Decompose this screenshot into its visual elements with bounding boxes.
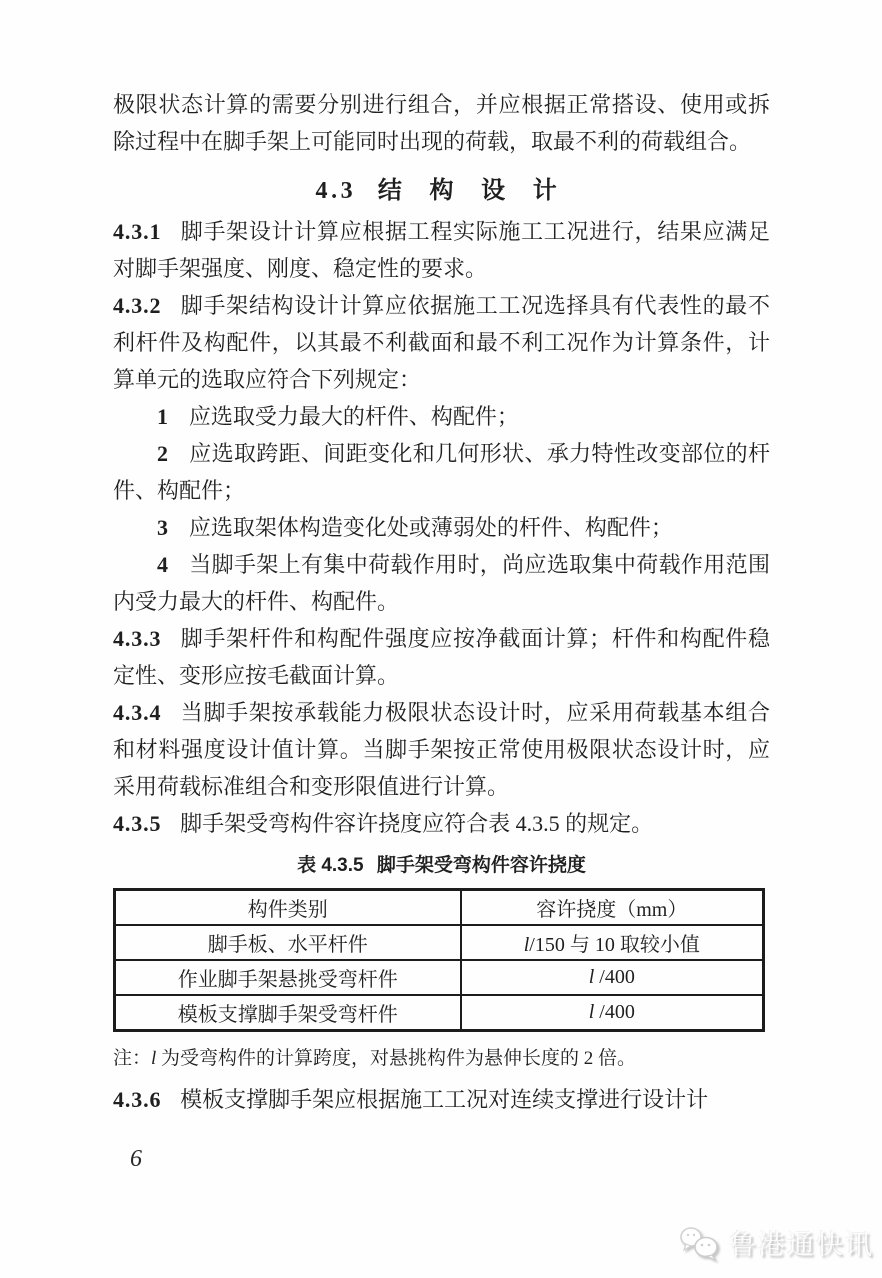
deflection-table [113, 888, 765, 1032]
table-caption-number: 表 4.3.5 [297, 855, 364, 876]
deflection-value-text: /400 [594, 966, 635, 988]
cell-member-type: 作业脚手架悬挑受弯杆件 [115, 960, 461, 995]
cell-deflection-value [461, 960, 764, 995]
section-number: 4.3 [315, 178, 357, 204]
cell-deflection-value [461, 995, 764, 1031]
item-number: 4 [157, 552, 168, 577]
section-heading [113, 169, 770, 213]
length-symbol: l [588, 1001, 595, 1023]
table-row [115, 925, 764, 960]
cell-member-type: 脚手板、水平杆件 [115, 925, 461, 960]
clause-number: 4.3.3 [113, 626, 162, 651]
table-caption-title: 脚手架受弯构件容许挠度 [376, 855, 586, 876]
page-content [113, 0, 770, 1118]
header-cell-member-type: 构件类别 [115, 890, 461, 926]
clause-4-3-1 [113, 213, 770, 287]
table-row [115, 995, 764, 1031]
table-note [113, 1045, 770, 1072]
note-text: 为受弯构件的计算跨度，对悬挑构件为悬伸长度的 2 倍。 [156, 1048, 637, 1069]
watermark [679, 1223, 874, 1262]
header-cell-allowable-deflection: 容许挠度（mm） [461, 890, 764, 926]
table-caption [113, 852, 770, 880]
clause-4-3-2 [113, 287, 770, 398]
watermark-text: 鲁港通快讯 [729, 1230, 874, 1260]
clause-4-3-4 [113, 694, 770, 805]
item-number: 2 [157, 441, 168, 466]
length-symbol: l [588, 966, 595, 988]
item-text: 当脚手架上有集中荷载作用时，尚应选取集中荷载作用范围内受力最大的杆件、构配件。 [113, 552, 770, 614]
section-title: 结 构 设 计 [377, 178, 568, 204]
list-item-3 [113, 509, 770, 546]
wechat-chat-bubbles-icon [679, 1225, 721, 1261]
clause-number: 4.3.2 [113, 293, 162, 318]
deflection-value-text: /150 与 10 取较小值 [529, 934, 700, 956]
clause-text: 脚手架设计计算应根据工程实际施工工况进行，结果应满足对脚手架强度、刚度、稳定性的要求。 [113, 219, 770, 281]
clause-text: 脚手架结构设计计算应依据施工工况选择具有代表性的最不利杆件及构配件，以其最不利截面和最不利工况作为计算条件，计算单元的选取应符合下列规定： [113, 293, 770, 392]
list-item-2 [113, 435, 770, 509]
table-row [115, 960, 764, 995]
clause-text: 脚手架杆件和构配件强度应按净截面计算；杆件和构配件稳定性、变形应按毛截面计算。 [113, 626, 770, 688]
list-item-4 [113, 546, 770, 620]
clause-4-3-6 [113, 1081, 770, 1118]
item-number: 1 [157, 404, 168, 429]
clause-text: 当脚手架按承载能力极限状态设计时，应采用荷载基本组合和材料强度设计值计算。当脚手架按正常使用极限状态设计时，应采用荷载标准组合和变形限值进行计算。 [113, 700, 770, 799]
item-text: 应选取架体构造变化处或薄弱处的杆件、构配件； [188, 515, 673, 540]
length-symbol: l [523, 934, 530, 956]
item-number: 3 [157, 515, 168, 540]
clause-text: 模板支撑脚手架应根据施工工况对连续支撑进行设计计 [180, 1087, 709, 1112]
page-number: 6 [130, 1146, 142, 1172]
clause-4-3-3 [113, 620, 770, 694]
list-item-1 [113, 398, 770, 435]
item-text: 应选取受力最大的杆件、构配件； [188, 404, 519, 429]
clause-number: 4.3.5 [113, 811, 162, 836]
clause-4-3-5 [113, 805, 770, 842]
clause-text: 脚手架受弯构件容许挠度应符合表 4.3.5 的规定。 [180, 811, 654, 836]
table-header-row [115, 890, 764, 926]
clause-number: 4.3.1 [113, 219, 162, 244]
length-symbol: l [151, 1048, 157, 1069]
clause-number: 4.3.4 [113, 700, 162, 725]
clause-number: 4.3.6 [113, 1087, 162, 1112]
note-prefix: 注： [113, 1048, 152, 1069]
intro-paragraph: 极限状态计算的需要分别进行组合，并应根据正常搭设、使用或拆除过程中在脚手架上可能同时出现的荷载，取最不利的荷载组合。 [113, 92, 770, 154]
deflection-value-text: /400 [594, 1001, 635, 1023]
cell-member-type: 模板支撑脚手架受弯杆件 [115, 995, 461, 1031]
item-text: 应选取跨距、间距变化和几何形状、承力特性改变部位的杆件、构配件； [113, 441, 770, 503]
cell-deflection-value [461, 925, 764, 960]
